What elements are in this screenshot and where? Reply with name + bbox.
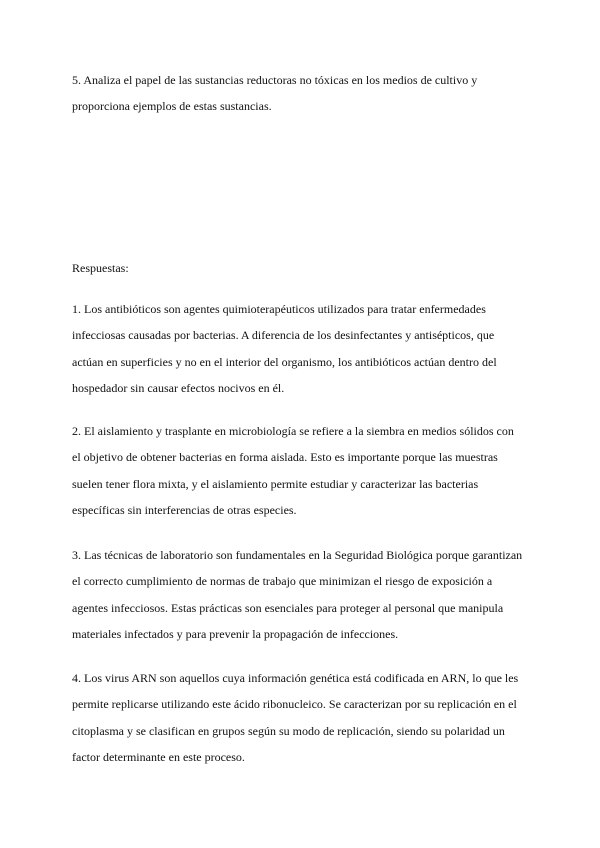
paragraph-line: citoplasma y se clasifican en grupos según su modo de replicación, siendo su polaridad un: [72, 723, 505, 738]
paragraph-line: específicas sin interferencias de otras especies.: [72, 502, 297, 517]
paragraph-line: factor determinante en este proceso.: [72, 749, 245, 764]
paragraph-line: agentes infecciosos. Estas prácticas son esenciales para proteger al personal que manipula: [72, 600, 504, 615]
paragraph-line: el correcto cumplimiento de normas de trabajo que minimizan el riesgo de exposición a: [72, 574, 493, 589]
respuestas-heading: [72, 255, 532, 281]
paragraph-line: permite replicarse utilizando este ácido ribonucleico. Se caracterizan por su replicación en el: [72, 697, 517, 712]
paragraph-line: 1. Los antibióticos son agentes quimioterapéuticos utilizados para tratar enfermedades: [72, 302, 486, 316]
paragraph-line: infecciosas causadas por bacterias. A diferencia de los desinfectantes y antisépticos, que: [72, 328, 495, 343]
paragraph-line: 4. Los virus ARN son aquellos cuya información genética está codificada en ARN, lo que les: [72, 671, 519, 685]
paragraph-line: hospedador sin causar efectos nocivos en él.: [72, 380, 285, 395]
answer-2-paragraph: [72, 418, 532, 523]
paragraph-line: actúan en superficies y no en el interior del organismo, los antibióticos actúan dentro del: [72, 354, 497, 369]
paragraph-line: materiales infectados y para prevenir la propagación de infecciones.: [72, 626, 399, 641]
answer-4-paragraph: [72, 665, 532, 770]
paragraph-line: el objetivo de obtener bacterias en forma aislada. Esto es importante porque las muestras: [72, 450, 498, 465]
paragraph-line: 5. Analiza el papel de las sustancias reductoras no tóxicas en los medios de cultivo y: [72, 73, 478, 87]
paragraph-line: 3. Las técnicas de laboratorio son fundamentales en la Seguridad Biológica porque garantizan: [72, 548, 523, 562]
question-5-paragraph: [72, 67, 532, 120]
heading-text: Respuestas:: [72, 261, 129, 275]
paragraph-line: proporciona ejemplos de estas sustancias.: [72, 99, 272, 114]
paragraph-line: 2. El aislamiento y trasplante en microbiología se refiere a la siembra en medios sólidos con: [72, 424, 514, 438]
answer-3-paragraph: [72, 542, 532, 647]
answer-1-paragraph: [72, 296, 532, 401]
paragraph-line: suelen tener flora mixta, y el aislamiento permite estudiar y caracterizar las bacterias: [72, 476, 479, 491]
